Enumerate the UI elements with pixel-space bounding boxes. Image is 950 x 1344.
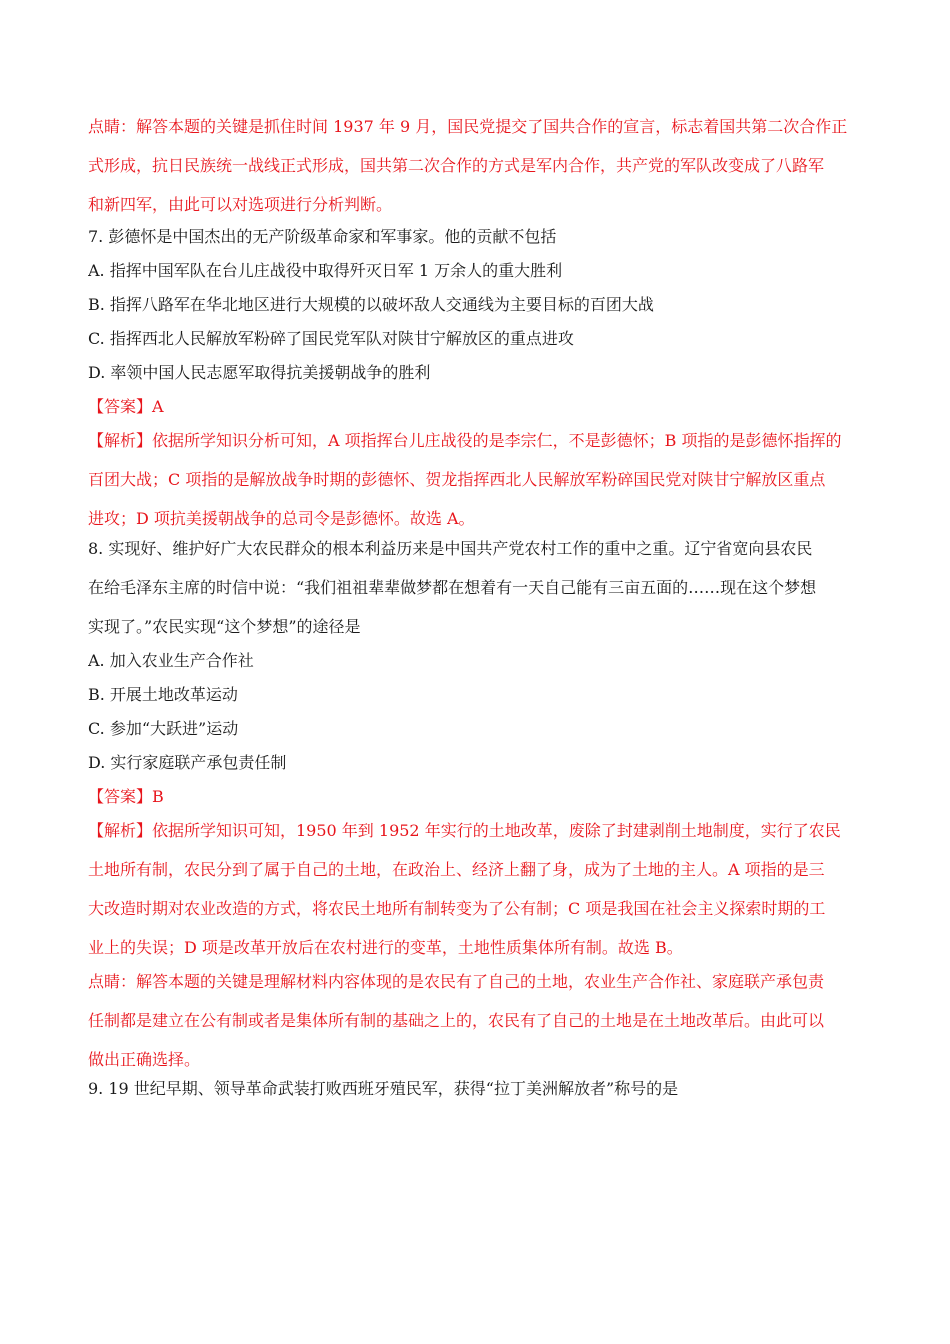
analysis-line: 土地所有制，农民分到了属于自己的土地，在政治上、经济上翻了身，成为了土地的主人。A 项指的是三 (88, 860, 825, 879)
question-stem: 在给毛泽东主席的时信中说：“我们祖祖辈辈做梦都在想着有一天自己能有三亩五面的……现在这个梦想 (88, 578, 817, 597)
hint-line: 和新四军，由此可以对选项进行分析判断。 (88, 195, 393, 214)
question-9 (88, 1072, 678, 1106)
answer-label: 【答案】A (88, 397, 164, 416)
analysis-line: 百团大战；C 项指的是解放战争时期的彭德怀、贺龙指挥西北人民解放军粉碎国民党对陕甘宁解放区重点 (88, 470, 826, 489)
question-7 (88, 220, 842, 536)
analysis-line: 进攻；D 项抗美援朝战争的总司令是彭德怀。故选 A。 (88, 509, 475, 528)
question-stem: 8. 实现好、维护好广大农民群众的根本利益历来是中国共产党农村工作的重中之重。辽宁省宽向县农民 (88, 539, 813, 558)
analysis-line: 业上的失误；D 项是改革开放后在农村进行的变革，土地性质集体所有制。故选 B。 (88, 938, 683, 957)
option-a: A. 指挥中国军队在台儿庄战役中取得歼灭日军 1 万余人的重大胜利 (88, 261, 563, 280)
analysis-line: 大改造时期对农业改造的方式，将农民土地所有制转变为了公有制；C 项是我国在社会主义探索时期的工 (88, 899, 826, 918)
hint-paragraph-q6 (88, 110, 847, 222)
answer-label: 【答案】B (88, 787, 164, 806)
option-d: D. 实行家庭联产承包责任制 (88, 753, 287, 772)
hint-line: 点睛：解答本题的关键是理解材料内容体现的是农民有了自己的土地，农业生产合作社、家庭联产承包责 (88, 972, 825, 991)
hint-line: 式形成，抗日民族统一战线正式形成，国共第二次合作的方式是军内合作，共产党的军队改变成了八路军 (88, 156, 825, 175)
option-a: A. 加入农业生产合作社 (88, 651, 254, 670)
hint-line: 做出正确选择。 (88, 1050, 201, 1069)
question-stem: 实现了。”农民实现“这个梦想”的途径是 (88, 617, 361, 636)
option-c: C. 参加“大跃进”运动 (88, 719, 239, 738)
question-stem: 9. 19 世纪早期、领导革命武装打败西班牙殖民军，获得“拉丁美洲解放者”称号的是 (88, 1079, 679, 1098)
hint-line: 任制都是建立在公有制或者是集体所有制的基础之上的，农民有了自己的土地是在土地改革后。由此可以 (88, 1011, 825, 1030)
question-8 (88, 532, 841, 1077)
option-d: D. 率领中国人民志愿军取得抗美援朝战争的胜利 (88, 363, 431, 382)
hint-line: 点睛：解答本题的关键是抓住时间 1937 年 9 月，国民党提交了国共合作的宣言，标志着国共第二次合作正 (88, 117, 848, 136)
question-stem: 7. 彭德怀是中国杰出的无产阶级革命家和军事家。他的贡献不包括 (88, 227, 557, 246)
option-b: B. 指挥八路军在华北地区进行大规模的以破坏敌人交通线为主要目标的百团大战 (88, 295, 654, 314)
option-c: C. 指挥西北人民解放军粉碎了国民党军队对陕甘宁解放区的重点进攻 (88, 329, 574, 348)
analysis-line: 【解析】依据所学知识可知，1950 年到 1952 年实行的土地改革，废除了封建剥削土地制度，实行了农民 (88, 821, 841, 840)
option-b: B. 开展土地改革运动 (88, 685, 238, 704)
analysis-line: 【解析】依据所学知识分析可知，A 项指挥台儿庄战役的是李宗仁，不是彭德怀；B 项指的是彭德怀指挥的 (88, 431, 842, 450)
